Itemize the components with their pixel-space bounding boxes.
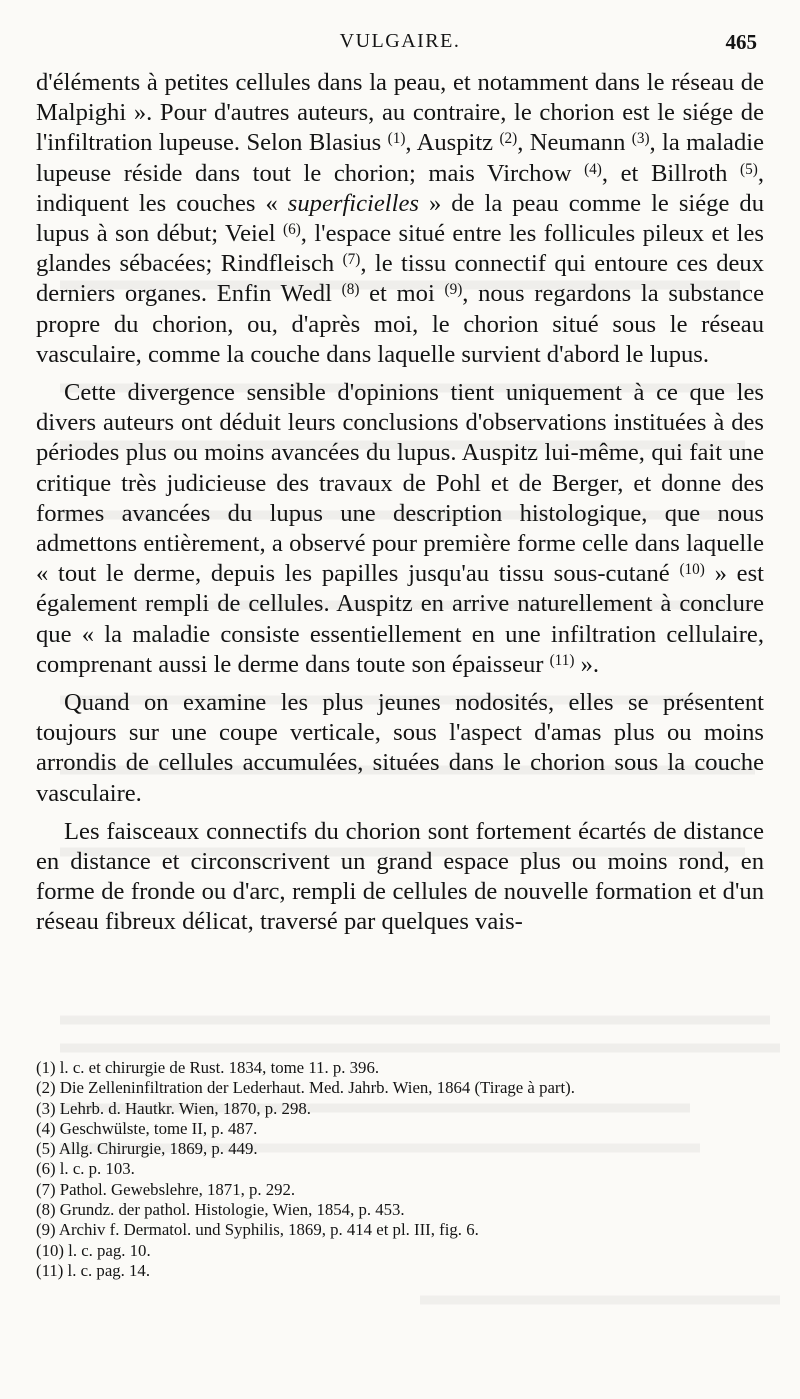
footnote-item: (2) Die Zelleninfiltration der Lederhaut. Med. Jahrb. Wien, 1864 (Tirage à part). <box>36 1078 575 1098</box>
footnote-ref: (3) <box>631 130 650 148</box>
footnote-ref: (8) <box>341 281 360 299</box>
text-run: , nous regardons la substance propre du chorion, ou, d'après moi, le chorion situé sous le réseau vasculaire, comme la couche dans laquelle survient d'abord le lupus. <box>36 280 764 368</box>
text-run: , le tissu connectif qui entoure ces deux derniers organes. Enfin Wedl <box>36 250 765 308</box>
text-run: d'éléments à petites cellules dans la peau, et notamment dans le réseau de Malpighi ». Pour d'autres auteurs, au contraire, le chorion est le siége de l'infiltration lupeuse. Selon Blasius <box>36 69 764 157</box>
text-run: , la maladie lupeuse réside dans tout le chorion; mais Virchow <box>36 129 764 187</box>
footnote-item: (10) l. c. pag. 10. <box>36 1240 151 1260</box>
main-text <box>36 68 764 938</box>
text-run: Quand on examine les plus jeunes nodosités, elles se présentent toujours sur une coupe verticale, sous l'aspect d'amas plus ou moins arrondis de cellules accumulées, situées dans le chorion sous la couche vasculaire. <box>36 689 764 807</box>
footnote-ref: (11) <box>549 652 575 669</box>
footnote-item: (4) Geschwülste, tome II, p. 487. <box>36 1118 258 1138</box>
text-run: et moi <box>359 280 445 308</box>
text-run: Cette divergence sensible d'opinions tient uniquement à ce que les divers auteurs ont déduit leurs conclusions d'observations instituées à des périodes plus ou moins avancées du lupus. Auspitz lui-même, qui fait une critique très judicieuse des travaux de Pohl et de Berger, et donne des formes avancées du lupus une description histologique, que nous admettons entièrement, a observé pour première forme celle dans laquelle « tout le derme, depuis les papilles jusqu'au tissu sous-cutané <box>36 379 764 588</box>
footnote-ref: (10) <box>679 561 705 579</box>
text-run: , l'espace situé entre les follicules pileux et les glandes sébacées; Rindfleisch <box>36 220 764 278</box>
running-header <box>35 30 765 62</box>
text-run: , indiquent les couches « <box>36 159 764 217</box>
footnote-ref: (1) <box>387 130 406 148</box>
text-run: » de la peau comme le siége du lupus à son début; Veiel <box>36 189 764 248</box>
paragraph-p4 <box>36 817 764 938</box>
footnote-ref: (4) <box>584 160 602 178</box>
page-number: 465 <box>725 30 757 54</box>
footnote-ref: (5) <box>740 160 758 178</box>
footnotes <box>36 1058 764 1281</box>
footnote-item: (11) l. c. pag. 14. <box>36 1260 151 1280</box>
text-run: Les faisceaux connectifs du chorion sont fortement écartés de distance en distance et circonscrivent un grand espace plus ou moins rond, en forme de fronde ou d'arc, rempli de cellules de nouvelle formation et d'un réseau fibreux délicat, traversé par quelques vais- <box>36 817 764 936</box>
footnote-ref: (2) <box>499 130 518 148</box>
footnote-ref: (9) <box>444 281 463 299</box>
footnote-item: (9) Archiv f. Dermatol. und Syphilis, 1869, p. 414 et pl. III, fig. 6. <box>36 1220 479 1240</box>
emphasis: superficielles <box>287 189 419 217</box>
footnote-item: (5) Allg. Chirurgie, 1869, p. 449. <box>36 1139 258 1159</box>
footnote-item: (7) Pathol. Gewebslehre, 1871, p. 292. <box>36 1179 296 1199</box>
running-title: VULGAIRE. <box>339 30 461 52</box>
text-run: » est également rempli de cellules. Auspitz en arrive naturellement à conclure que « la maladie consiste essentiellement en une infiltration cellulaire, comprenant aussi le derme dans toute son épaisseur <box>36 560 764 678</box>
footnote-ref: (6) <box>282 221 301 239</box>
paragraph-p3 <box>36 688 764 809</box>
text-run: , Auspitz <box>405 129 500 157</box>
text-run: , et Billroth <box>601 159 741 187</box>
footnote-ref: (7) <box>342 251 361 269</box>
footnote-item: (8) Grundz. der pathol. Histologie, Wien, 1854, p. 453. <box>36 1200 405 1220</box>
footnote-item: (1) l. c. et chirurgie de Rust. 1834, tome 11. p. 396. <box>36 1058 380 1077</box>
text-run: ». <box>574 650 600 678</box>
text-run: , Neumann <box>517 129 632 157</box>
paragraph-p1 <box>36 68 764 370</box>
footnote-item: (3) Lehrb. d. Hautkr. Wien, 1870, p. 298. <box>36 1098 311 1118</box>
paragraph-p2 <box>36 378 764 680</box>
footnote-item: (6) l. c. p. 103. <box>36 1159 135 1179</box>
